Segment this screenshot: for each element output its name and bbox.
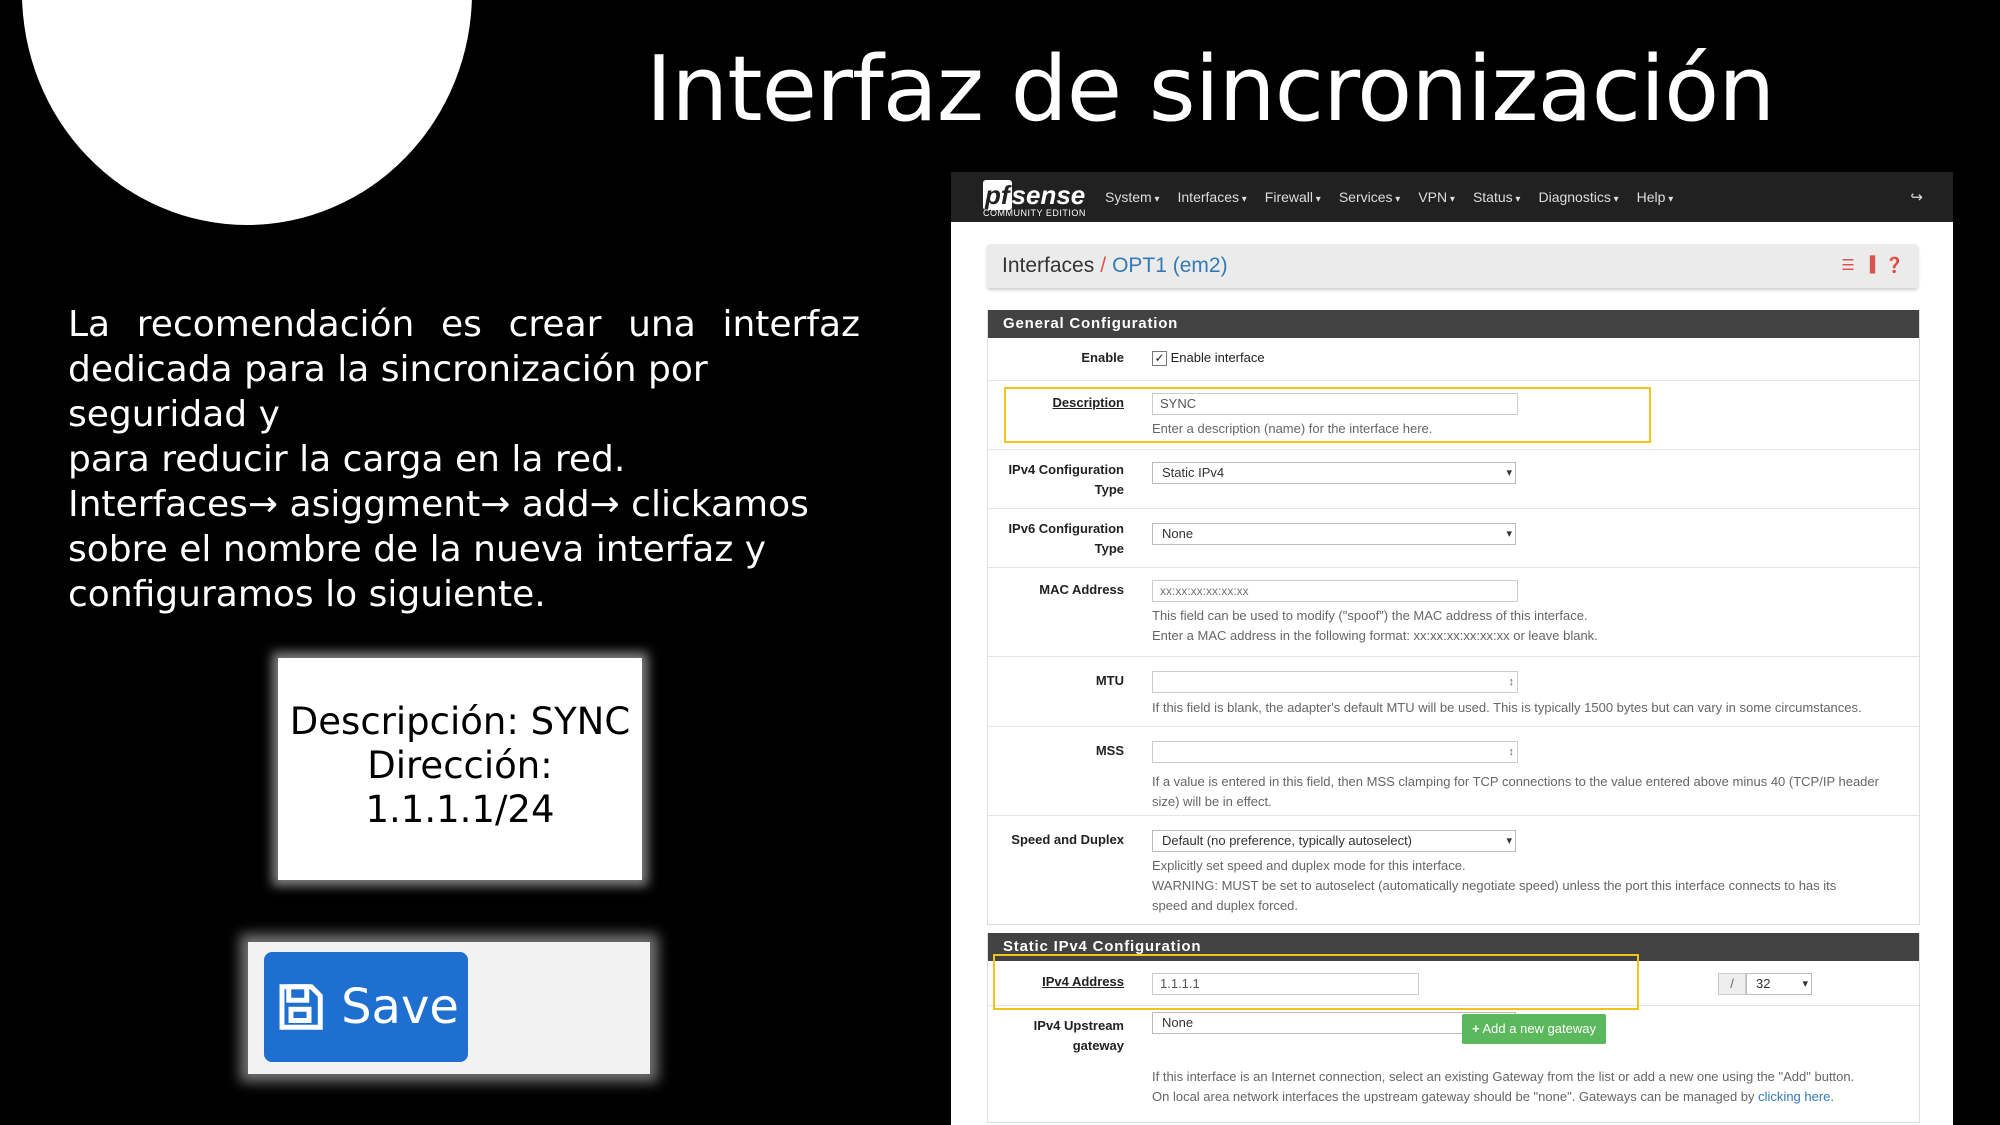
description-help: Enter a description (name) for the interface here.: [1152, 421, 1433, 436]
paragraph-line: para reducir la carga en la red.: [68, 439, 626, 480]
slash-addon: /: [1718, 973, 1746, 995]
enable-checkbox-text: Enable interface: [1170, 350, 1265, 365]
ipv4-type-label: IPv4 Configuration Type: [1008, 462, 1124, 497]
gateway-help-link[interactable]: clicking here.: [1758, 1089, 1835, 1104]
pfsense-logo[interactable]: [983, 175, 1093, 219]
mac-help-1: This field can be used to modify ("spoof") the MAC address of this interface.: [1152, 608, 1588, 623]
mac-label: MAC Address: [1039, 582, 1124, 597]
slide-paragraph: [68, 302, 860, 617]
plus-icon: +: [1472, 1021, 1480, 1036]
description-label: Description: [1052, 395, 1124, 410]
general-config-heading: General Configuration: [988, 310, 1919, 338]
breadcrumb-current[interactable]: OPT1 (em2): [1112, 254, 1228, 277]
logo-pf: pf: [985, 180, 1010, 210]
description-input[interactable]: SYNC: [1152, 393, 1518, 415]
ipv4-type-select[interactable]: Static IPv4 ▾: [1152, 462, 1516, 484]
breadcrumb: [987, 244, 1918, 288]
nav-vpn[interactable]: VPN ▾: [1418, 189, 1455, 205]
gateway-select[interactable]: None ▾: [1152, 1012, 1516, 1034]
ipv6-type-label: IPv6 Configuration Type: [1008, 521, 1124, 556]
note-address: Dirección: 1.1.1.1/24: [365, 744, 555, 831]
help-icon[interactable]: ❓: [1885, 257, 1904, 274]
add-gateway-label: Add a new gateway: [1482, 1021, 1596, 1036]
logout-icon[interactable]: ↪: [1910, 189, 1923, 206]
mss-label: MSS: [1095, 743, 1124, 758]
breadcrumb-separator: /: [1100, 254, 1107, 277]
paragraph-line: dedicada para la sincronización por seguridad y: [68, 349, 708, 435]
save-button[interactable]: [264, 952, 468, 1062]
chart-icon[interactable]: ▐: [1864, 256, 1876, 273]
speed-row: [988, 816, 1919, 924]
gateway-help-2: On local area network interfaces the upstream gateway should be "none". Gateways can be managed by clicking here.: [1152, 1089, 1835, 1104]
pfsense-window: [951, 172, 1953, 1125]
nav-services[interactable]: Services ▾: [1339, 189, 1401, 205]
paragraph-line: Interfaces→ asiggment→ add→ clickamos: [68, 484, 809, 525]
mss-input[interactable]: [1152, 741, 1518, 763]
save-button-image: [248, 942, 650, 1074]
paragraph-line: configuramos lo siguiente.: [68, 574, 546, 615]
nav-diagnostics[interactable]: Diagnostics ▾: [1538, 189, 1618, 205]
ipv6-type-row: [988, 509, 1919, 568]
mac-input[interactable]: [1152, 580, 1518, 602]
mtu-input[interactable]: [1152, 671, 1518, 693]
speed-help-1: Explicitly set speed and duplex mode for this interface.: [1152, 858, 1466, 873]
nav-status[interactable]: Status ▾: [1473, 189, 1521, 205]
subnet-mask-select[interactable]: 32 ▾: [1746, 973, 1812, 995]
ipv4-type-row: [988, 450, 1919, 509]
ipv6-type-select[interactable]: None ▾: [1152, 523, 1516, 545]
navbar: [951, 172, 1953, 222]
speed-label: Speed and Duplex: [1011, 832, 1124, 847]
ipv4-address-label: IPv4 Address: [1042, 974, 1124, 989]
gateway-label: IPv4 Upstream gateway: [1033, 1018, 1124, 1053]
description-highlight: [1004, 387, 1651, 443]
sliders-icon[interactable]: ☰: [1841, 257, 1855, 274]
save-label: Save: [341, 979, 459, 1035]
mtu-row: [988, 657, 1919, 727]
slide-title: Interfaz de sincronización: [645, 37, 1775, 142]
nav-firewall[interactable]: Firewall ▾: [1265, 189, 1321, 205]
logo-edition: COMMUNITY EDITION: [983, 208, 1086, 218]
ipv4-address-highlight: [993, 954, 1639, 1010]
speed-help-2: WARNING: MUST be set to autoselect (automatically negotiate speed) unless the port this interface connects to has its: [1152, 878, 1837, 893]
floppy-disk-icon: [273, 980, 327, 1034]
gateway-help-1: If this interface is an Internet connection, select an existing Gateway from the list or add a new one using the "Add" button.: [1152, 1069, 1855, 1084]
paragraph-line: La recomendación es crear una interfaz: [68, 304, 860, 345]
paragraph-line: sobre el nombre de la nueva interfaz y: [68, 529, 766, 570]
note-description: Descripción: SYNC: [289, 700, 631, 743]
mtu-help: If this field is blank, the adapter's default MTU will be used. This is typically 1500 bytes but can vary in some circumstances.: [1152, 700, 1862, 715]
speed-help-3: speed and duplex forced.: [1152, 898, 1298, 913]
mtu-label: MTU: [1095, 673, 1124, 688]
mss-row: [988, 727, 1919, 816]
enable-checkbox[interactable]: ✓: [1152, 351, 1167, 366]
decorative-circle: [22, 0, 472, 225]
enable-row: [988, 338, 1919, 381]
mac-row: [988, 568, 1919, 657]
nav-interfaces[interactable]: Interfaces ▾: [1178, 189, 1247, 205]
nav-help[interactable]: Help ▾: [1637, 189, 1674, 205]
add-gateway-button[interactable]: [1462, 1014, 1606, 1044]
ipv4-address-input[interactable]: 1.1.1.1: [1152, 973, 1419, 995]
logo-sense: sense: [1011, 180, 1086, 210]
mss-help-1: If a value is entered in this field, then MSS clamping for TCP connections to the value entered above minus 40 (TCP/IP header: [1152, 774, 1879, 789]
speed-select[interactable]: Default (no preference, typically autoselect) ▾: [1152, 830, 1516, 852]
breadcrumb-root[interactable]: Interfaces: [1002, 254, 1095, 277]
static-ipv4-heading: Static IPv4 Configuration: [988, 933, 1919, 961]
config-note: [278, 658, 642, 880]
mss-help-2: size) will be in effect.: [1152, 794, 1272, 809]
mac-help-2: Enter a MAC address in the following format: xx:xx:xx:xx:xx:xx or leave blank.: [1152, 628, 1598, 643]
enable-label: Enable: [1081, 350, 1124, 365]
nav-system[interactable]: System ▾: [1105, 189, 1160, 205]
gateway-row: [988, 1006, 1919, 1122]
